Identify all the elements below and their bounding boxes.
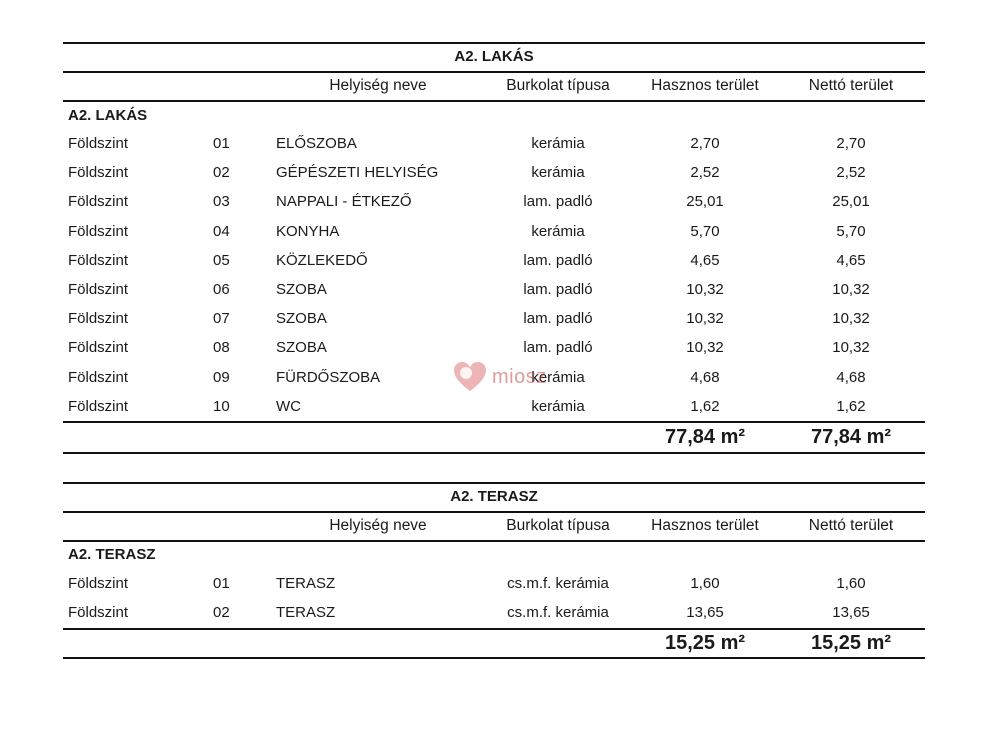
row-number: 04 xyxy=(213,222,230,240)
row-net-area: 4,68 xyxy=(836,368,866,386)
row-level: Földszint xyxy=(68,135,129,152)
total-top-rule xyxy=(63,628,925,630)
row-number: 09 xyxy=(213,368,230,386)
table-title: A2. LAKÁS xyxy=(454,48,534,65)
row-room-name: SZOBA xyxy=(276,281,327,298)
row-number: 05 xyxy=(213,251,230,269)
total-net-area: 15,25 m² xyxy=(810,632,892,654)
row-net-area: 13,65 xyxy=(832,604,870,621)
table-title: A2. TERASZ xyxy=(450,488,538,505)
row-useful-area: 10,32 xyxy=(686,281,724,298)
row-room-name: TERASZ xyxy=(276,575,336,592)
row-number: 03 xyxy=(213,193,230,211)
row-useful-area: 10,32 xyxy=(686,310,724,328)
row-floor-type: cs.m.f. kerámia xyxy=(507,604,609,621)
total-useful-area: 15,25 m² xyxy=(664,632,746,654)
row-net-area: 25,01 xyxy=(832,193,870,211)
watermark xyxy=(452,360,547,394)
table-bottom-rule xyxy=(63,657,925,659)
header-rule xyxy=(63,540,925,542)
row-level: Földszint xyxy=(68,604,129,621)
row-room-name: TERASZ xyxy=(276,604,336,621)
row-floor-type: lam. padló xyxy=(523,193,593,211)
header-room-name: Helyiség neve xyxy=(329,517,427,534)
row-floor-type: lam. padló xyxy=(523,339,593,357)
row-net-area: 10,32 xyxy=(832,281,870,298)
row-level: Földszint xyxy=(68,397,129,415)
row-level: Földszint xyxy=(68,368,129,386)
header-useful-area: Hasznos terület xyxy=(651,517,759,534)
row-room-name: WC xyxy=(276,397,301,415)
row-floor-type: lam. padló xyxy=(523,310,593,328)
row-number: 02 xyxy=(213,164,230,182)
row-floor-type: kerámia xyxy=(531,222,585,240)
section-title: A2. TERASZ xyxy=(68,546,156,563)
row-floor-type: kerámia xyxy=(531,164,585,182)
row-useful-area: 25,01 xyxy=(686,193,724,211)
row-useful-area: 5,70 xyxy=(690,222,720,240)
row-number: 06 xyxy=(213,281,230,298)
header-room-name: Helyiség neve xyxy=(329,77,427,94)
row-room-name: SZOBA xyxy=(276,310,327,328)
row-net-area: 10,32 xyxy=(832,310,870,328)
row-level: Földszint xyxy=(68,164,129,182)
row-net-area: 2,70 xyxy=(836,135,866,152)
row-level: Földszint xyxy=(68,281,129,298)
header-rule xyxy=(63,100,925,102)
header-floor-type: Burkolat típusa xyxy=(506,517,610,534)
row-useful-area: 13,65 xyxy=(686,604,724,621)
table-top-rule xyxy=(63,42,925,44)
row-net-area: 4,65 xyxy=(836,251,866,269)
row-level: Földszint xyxy=(68,251,129,269)
title-rule xyxy=(63,71,925,73)
row-useful-area: 2,70 xyxy=(690,135,720,152)
row-room-name: KÖZLEKEDŐ xyxy=(276,251,368,269)
row-net-area: 2,52 xyxy=(836,164,866,182)
row-level: Földszint xyxy=(68,222,129,240)
total-top-rule xyxy=(63,421,925,423)
row-useful-area: 4,68 xyxy=(690,368,720,386)
heart-logo-icon xyxy=(452,360,488,394)
row-useful-area: 10,32 xyxy=(686,339,724,357)
row-floor-type: cs.m.f. kerámia xyxy=(507,575,609,592)
row-room-name: KONYHA xyxy=(276,222,340,240)
total-useful-area: 77,84 m² xyxy=(664,426,746,448)
row-level: Földszint xyxy=(68,193,129,211)
row-floor-type: kerámia xyxy=(531,397,585,415)
row-net-area: 1,60 xyxy=(836,575,866,592)
header-useful-area: Hasznos terület xyxy=(651,77,759,94)
row-number: 02 xyxy=(213,604,230,621)
row-room-name: FÜRDŐSZOBA xyxy=(276,368,381,386)
row-room-name: NAPPALI - ÉTKEZŐ xyxy=(276,193,412,211)
table-top-rule xyxy=(63,482,925,484)
table-bottom-rule xyxy=(63,452,925,454)
section-title: A2. LAKÁS xyxy=(68,107,148,124)
row-useful-area: 1,60 xyxy=(690,575,720,592)
row-room-name: GÉPÉSZETI HELYISÉG xyxy=(276,164,439,182)
header-floor-type: Burkolat típusa xyxy=(506,77,610,94)
row-level: Földszint xyxy=(68,575,129,592)
row-level: Földszint xyxy=(68,310,129,328)
row-number: 01 xyxy=(213,135,230,152)
row-net-area: 10,32 xyxy=(832,339,870,357)
row-level: Földszint xyxy=(68,339,129,357)
row-number: 07 xyxy=(213,310,230,328)
row-floor-type: kerámia xyxy=(531,368,585,386)
row-number: 01 xyxy=(213,575,230,592)
row-room-name: ELŐSZOBA xyxy=(276,135,357,152)
row-net-area: 1,62 xyxy=(836,397,866,415)
row-useful-area: 2,52 xyxy=(690,164,720,182)
row-useful-area: 4,65 xyxy=(690,251,720,269)
row-floor-type: lam. padló xyxy=(523,251,593,269)
header-net-area: Nettó terület xyxy=(808,77,894,94)
row-number: 10 xyxy=(213,397,230,415)
row-room-name: SZOBA xyxy=(276,339,327,357)
row-floor-type: kerámia xyxy=(531,135,585,152)
title-rule xyxy=(63,511,925,513)
header-net-area: Nettó terület xyxy=(808,517,894,534)
total-net-area: 77,84 m² xyxy=(810,426,892,448)
row-number: 08 xyxy=(213,339,230,357)
row-floor-type: lam. padló xyxy=(523,281,593,298)
row-useful-area: 1,62 xyxy=(690,397,720,415)
watermark-text: miosz xyxy=(492,365,547,388)
row-net-area: 5,70 xyxy=(836,222,866,240)
